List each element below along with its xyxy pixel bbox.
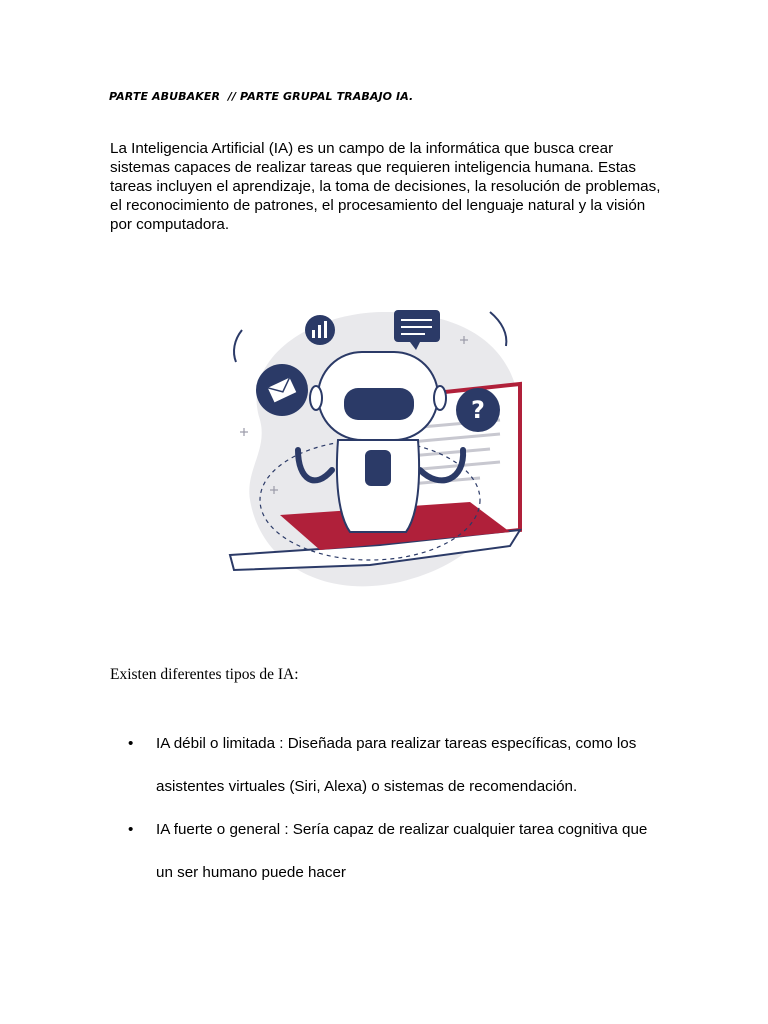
robot-visor	[344, 388, 414, 420]
robot-chest	[365, 450, 391, 486]
list-item	[128, 808, 688, 894]
bullet-icon: •	[128, 735, 134, 752]
question-mark-icon	[456, 388, 500, 432]
ai-robot-illustration	[220, 300, 540, 600]
motion-arc-left	[234, 330, 242, 362]
ai-types-list	[128, 722, 688, 894]
envelope-icon	[256, 364, 308, 416]
list-item	[128, 722, 688, 808]
bullet-icon: •	[128, 821, 134, 838]
svg-text:?: ?	[471, 396, 485, 424]
list-item-line: asistentes virtuales (Siri, Alexa) o sistemas de recomendación.	[156, 778, 578, 795]
motion-arc-right	[490, 312, 506, 346]
bar-chart-icon	[305, 315, 335, 345]
list-item-line: un ser humano puede hacer	[156, 864, 346, 881]
types-label: Existen diferentes tipos de IA:	[110, 666, 299, 683]
intro-paragraph: La Inteligencia Artificial (IA) es un campo de la informática que busca crear sistemas capaces de realizar tareas que requieren inteligencia humana. Estas tareas incluyen el aprendizaje, la toma de decisiones, la resolución de problemas, el reconocimiento de patrones, el procesamiento del lenguaje natural y la visión por computadora.	[110, 140, 661, 233]
robot-ear-right	[434, 386, 446, 410]
list-item-line: IA fuerte o general : Sería capaz de realizar cualquier tarea cognitiva que	[156, 821, 648, 838]
document-heading: PARTE ABUBAKER // PARTE GRUPAL TRABAJO IA.	[109, 90, 414, 103]
list-item-line: IA débil o limitada : Diseñada para realizar tareas específicas, como los	[156, 735, 637, 752]
robot-ear-left	[310, 386, 322, 410]
